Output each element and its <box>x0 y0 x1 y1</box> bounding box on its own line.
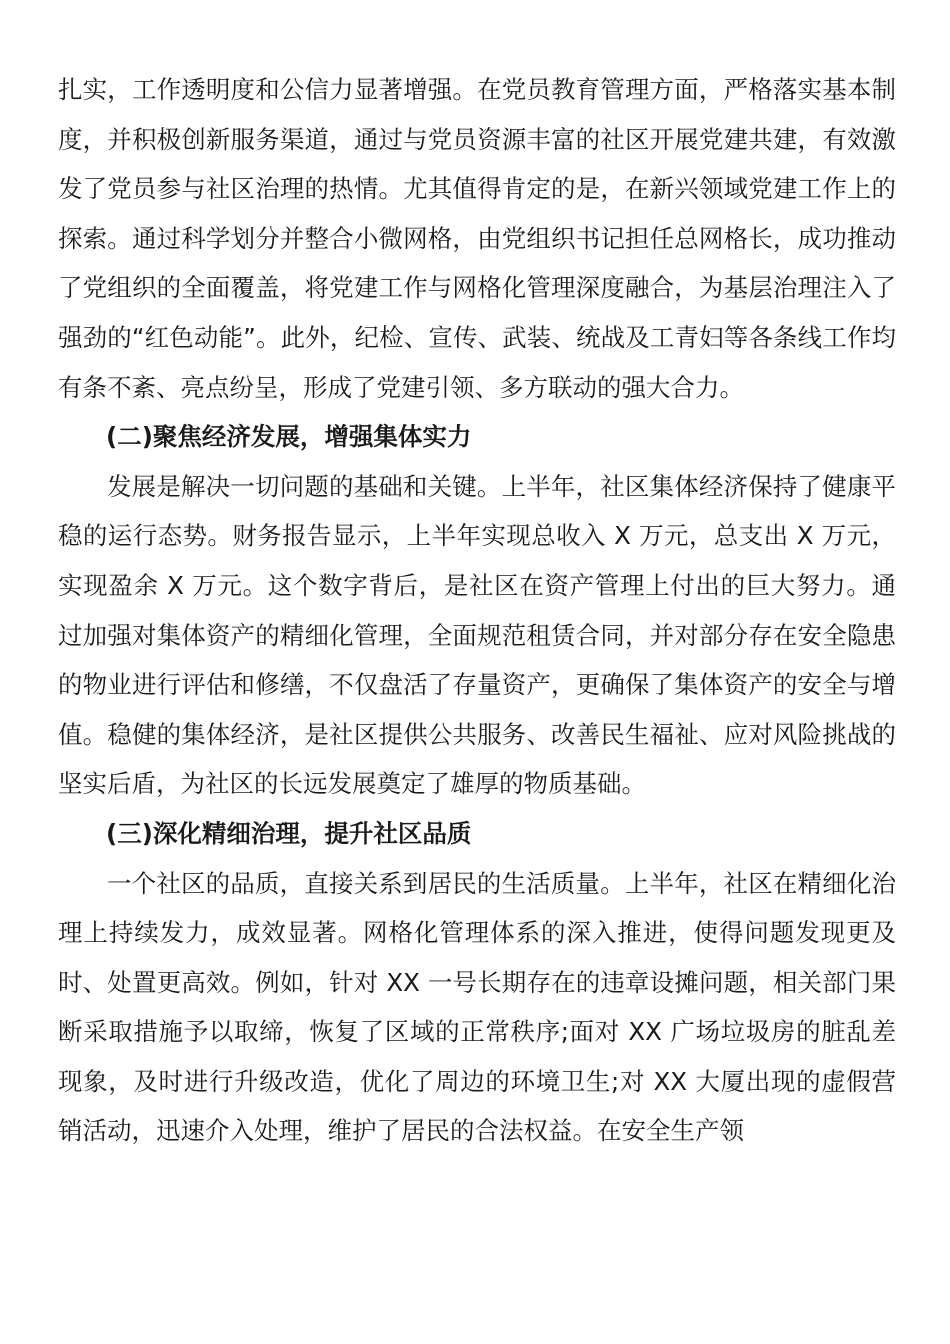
section-heading-governance: (三)深化精细治理，提升社区品质 <box>106 818 472 848</box>
paragraph-governance: 一个社区的品质，直接关系到居民的生活质量。上半年，社区在精细化治理上持续发力，成效显著。网格化管理体系的深入推进，使得问题发现更及时、处置更高效。例如，针对 XX 一号长期存在的违章设摊问题，相关部门果断采取措施予以取缔，恢复了区域的正常秩序;面对 XX 广场垃圾房的脏乱差现象，及时进行升级改造，优化了周边的环境卫生;对 XX 大厦出现的虚假营销活动，迅速介入处理，维护了居民的合法权益。在安全生产领 <box>58 868 896 1146</box>
section-heading-economy: (二)聚焦经济发展，增强集体实力 <box>106 422 472 452</box>
paragraph-economy: 发展是解决一切问题的基础和关键。上半年，社区集体经济保持了健康平稳的运行态势。财务报告显示，上半年实现总收入 X 万元，总支出 X 万元，实现盈余 X 万元。这个数字背后，是社区在资产管理上付出的巨大努力。通过加强对集体资产的精细化管理，全面规范租赁合同，并对部分存在安全隐患的物业进行评估和修缮，不仅盘活了存量资产，更确保了集体资产的安全与增值。稳健的集体经济，是社区提供公共服务、改善民生福祉、应对风险挑战的坚实后盾，为社区的长远发展奠定了雄厚的物质基础。 <box>58 471 896 799</box>
paragraph-party-building-continued: 扎实，工作透明度和公信力显著增强。在党员教育管理方面，严格落实基本制度，并积极创新服务渠道，通过与党员资源丰富的社区开展党建共建，有效激发了党员参与社区治理的热情。尤其值得肯定的是，在新兴领域党建工作上的探索。通过科学划分并整合小微网格，由党组织书记担任总网格长，成功推动了党组织的全面覆盖，将党建工作与网格化管理深度融合，为基层治理注入了强劲的“红色动能”。此外，纪检、宣传、武装、统战及工青妇等各条线工作均有条不紊、亮点纷呈，形成了党建引领、多方联动的强大合力。 <box>58 75 896 402</box>
document-page <box>58 65 896 1156</box>
